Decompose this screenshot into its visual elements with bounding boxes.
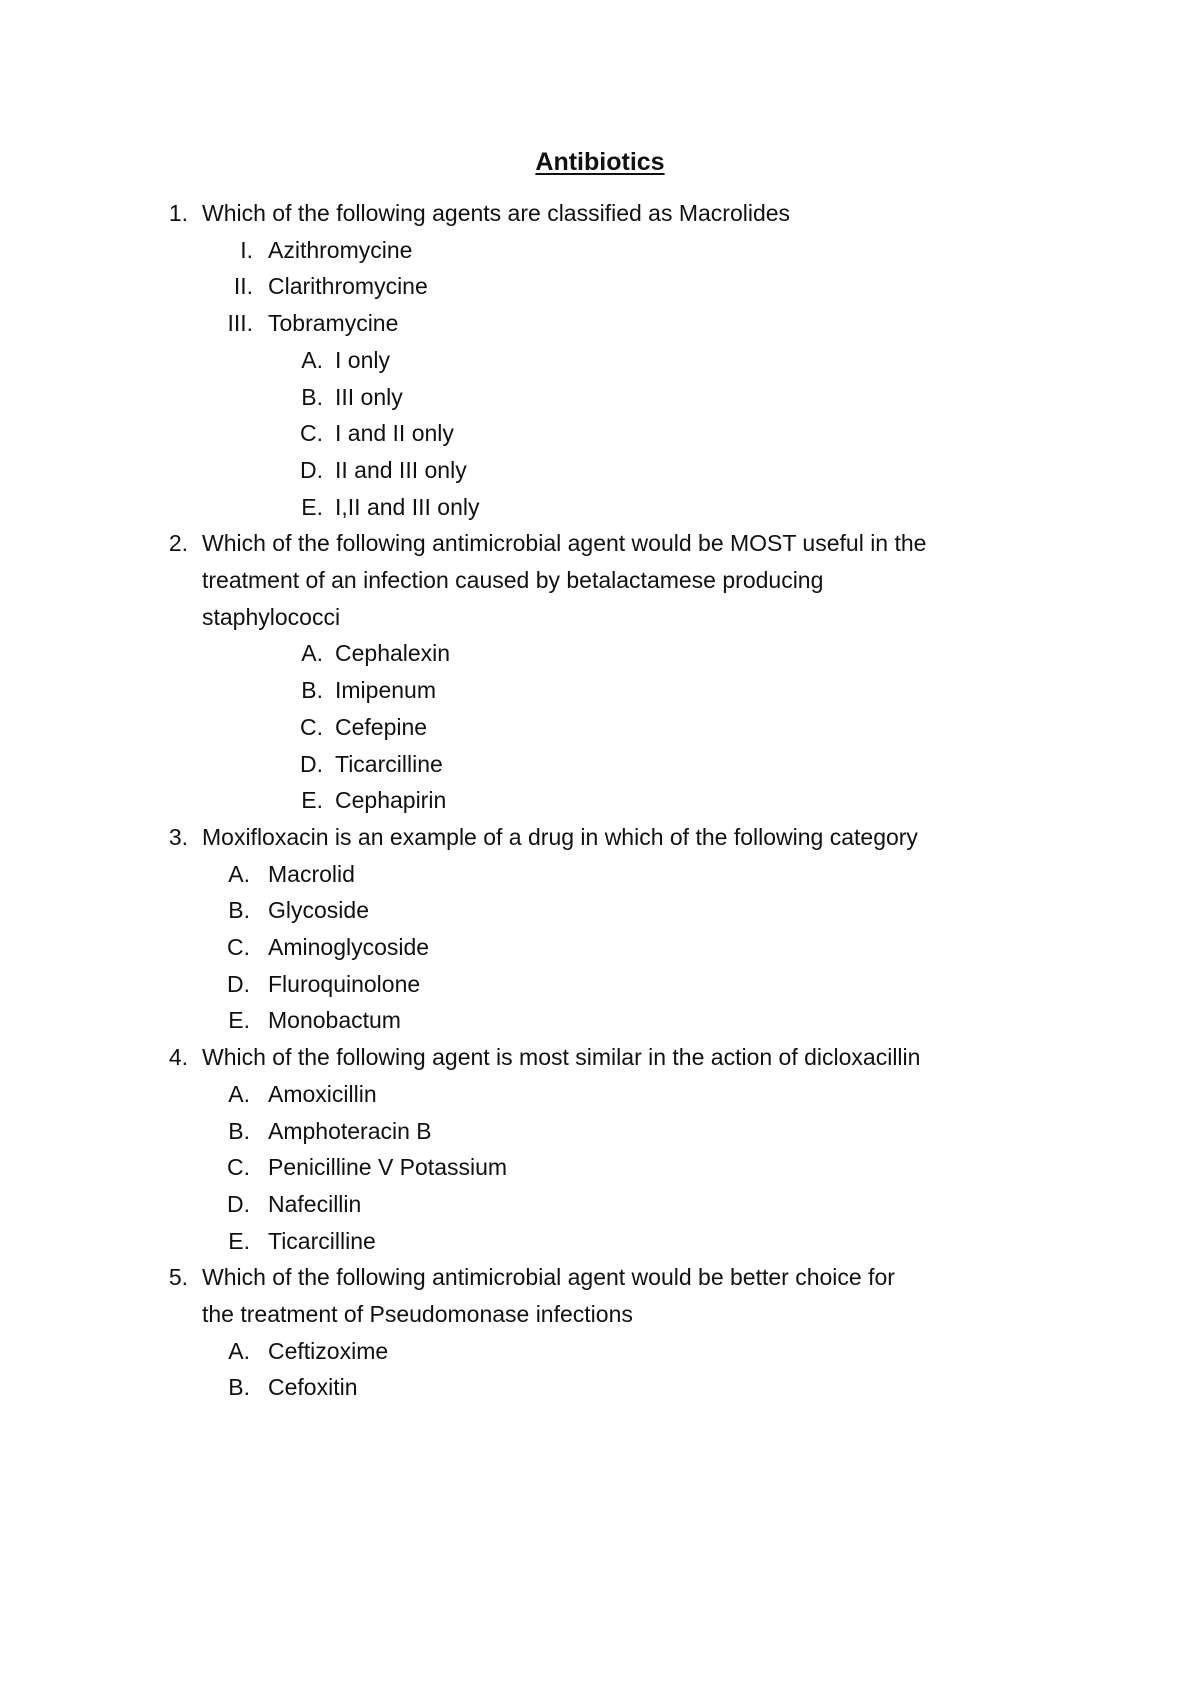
question-stem-line-text: staphylococci xyxy=(202,603,341,630)
answer-option-marker: A. xyxy=(228,860,250,887)
answer-option-marker: B. xyxy=(228,1374,250,1401)
answer-option-text: Nafecillin xyxy=(268,1190,362,1217)
question-stem-line-marker: 2. xyxy=(168,530,188,557)
document-title: Antibiotics xyxy=(535,148,665,176)
answer-option-text: I only xyxy=(335,346,390,373)
question-stem-line-marker: 4. xyxy=(168,1044,188,1071)
answer-option-marker: E. xyxy=(228,1227,250,1254)
answer-option-text: Glycoside xyxy=(268,897,369,924)
question-stem-line-text: treatment of an infection caused by betalactamese producing xyxy=(202,567,824,593)
answer-option-marker: B. xyxy=(301,383,323,410)
answer-option-text: Cefoxitin xyxy=(268,1374,358,1401)
answer-option-text: Cefepine xyxy=(335,713,428,740)
answer-option-text: Fluroquinolone xyxy=(268,970,421,997)
answer-option-text: Aminoglycoside xyxy=(268,934,430,960)
answer-option-marker: A. xyxy=(228,1080,250,1107)
answer-option-marker: E. xyxy=(301,787,323,814)
answer-option-text: Ticarcilline xyxy=(335,750,443,777)
answer-option-text: Macrolid xyxy=(268,860,355,887)
statement-item-text: Tobramycine xyxy=(268,310,399,337)
statement-item-marker: II. xyxy=(233,273,253,300)
question-stem-line-marker: 3. xyxy=(168,823,188,850)
answer-option-text: Amoxicillin xyxy=(268,1080,377,1107)
answer-option-text: I and II only xyxy=(335,420,454,447)
answer-option-text: Cephalexin xyxy=(335,640,451,667)
statement-item-text: Clarithromycine xyxy=(268,273,428,300)
answer-option-marker: D. xyxy=(300,750,323,777)
answer-option-text: Amphoteracin B xyxy=(268,1117,432,1144)
answer-option-text: II and III only xyxy=(335,456,467,483)
statement-item-marker: I. xyxy=(240,236,253,263)
statement-item-text: Azithromycine xyxy=(268,236,413,263)
statement-item-marker: III. xyxy=(227,310,253,337)
answer-option-marker: D. xyxy=(227,970,250,997)
question-stem-line-text: Which of the following antimicrobial agent would be better choice for xyxy=(202,1264,895,1291)
answer-option-marker: B. xyxy=(301,677,323,704)
answer-option-text: III only xyxy=(335,383,403,410)
answer-option-marker: A. xyxy=(228,1337,250,1364)
question-stem-line-marker: 1. xyxy=(168,200,188,226)
answer-option-marker: E. xyxy=(228,1007,250,1034)
answer-option-marker: D. xyxy=(300,456,323,483)
question-stem-line-text: Moxifloxacin is an example of a drug in which of the following category xyxy=(202,823,918,850)
answer-option-marker: C. xyxy=(300,420,323,447)
answer-option-text: Penicilline V Potassium xyxy=(268,1154,508,1181)
answer-option-marker: C. xyxy=(300,713,323,740)
answer-option-marker: E. xyxy=(301,493,323,520)
question-stem-line-text: Which of the following antimicrobial agent would be MOST useful in the xyxy=(202,530,927,557)
answer-option-text: Ticarcilline xyxy=(268,1227,376,1254)
answer-option-marker: A. xyxy=(301,640,323,667)
answer-option-marker: B. xyxy=(228,897,250,924)
question-stem-line-marker: 5. xyxy=(168,1264,188,1291)
answer-option-text: I,II and III only xyxy=(335,493,480,520)
answer-option-text: Cephapirin xyxy=(335,787,447,814)
answer-option-marker: B. xyxy=(228,1117,250,1144)
answer-option-marker: A. xyxy=(301,346,323,373)
question-stem-line-text: the treatment of Pseudomonase infections xyxy=(202,1301,633,1327)
answer-option-text: Imipenum xyxy=(335,677,436,704)
question-stem-line-text: Which of the following agents are classified as Macrolides xyxy=(202,200,791,226)
question-stem-line-text: Which of the following agent is most similar in the action of dicloxacillin xyxy=(202,1044,921,1071)
answer-option-text: Ceftizoxime xyxy=(268,1337,389,1364)
answer-option-marker: C. xyxy=(227,934,250,960)
answer-option-marker: C. xyxy=(227,1154,250,1181)
answer-option-text: Monobactum xyxy=(268,1007,401,1034)
answer-option-marker: D. xyxy=(227,1190,250,1217)
